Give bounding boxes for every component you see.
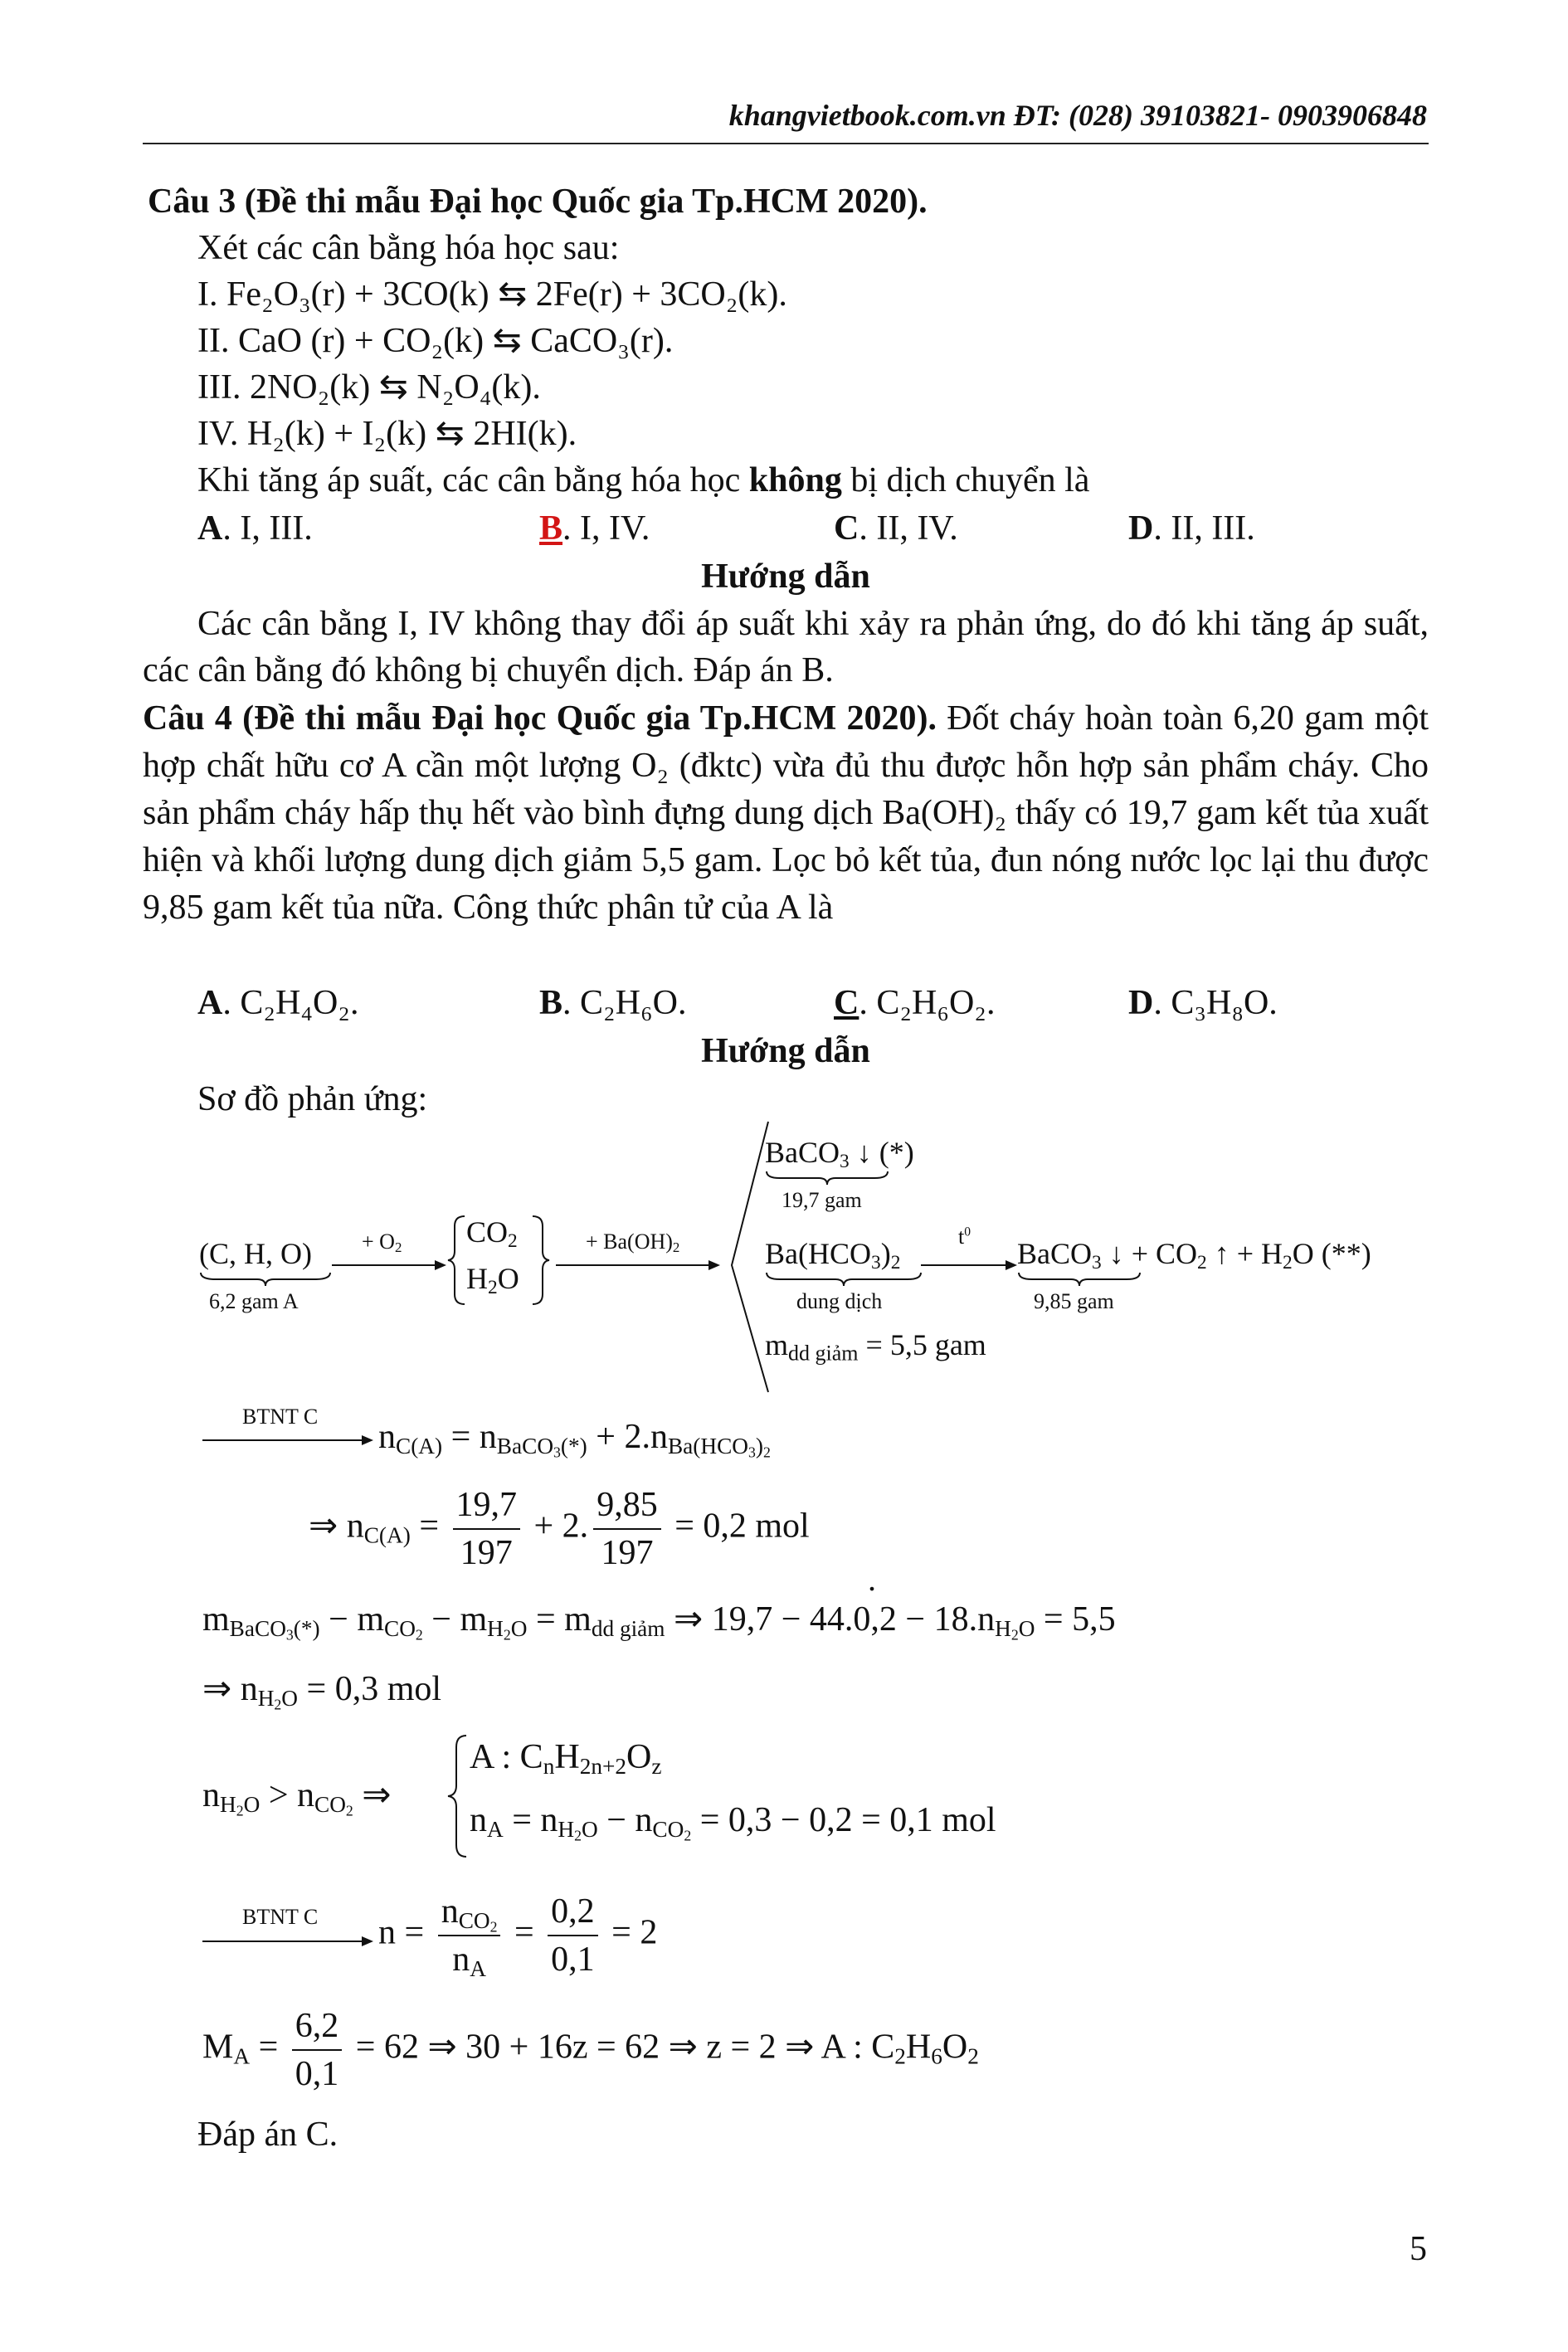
o2-label: + O	[362, 1230, 395, 1254]
q4-option-a[interactable]: A. C₂H₄O₂.	[197, 984, 359, 1022]
left-brace-products	[448, 1215, 466, 1306]
dot: .	[868, 1561, 876, 1598]
bicarb-note: dung dịch	[796, 1289, 883, 1313]
q3-intro: Xét các cân bằng hóa học sau:	[197, 229, 620, 267]
q4-option-c[interactable]: C. C₂H₆O₂.	[834, 984, 996, 1022]
q4-option-d[interactable]: D. C₃H₈O.	[1128, 984, 1278, 1022]
heat-label: $t^0$	[958, 1225, 971, 1249]
btnt-label-2: BTNT C	[242, 1905, 319, 1929]
q4-guide-heading: Hướng dẫn	[701, 1032, 870, 1070]
right-brace-products	[531, 1215, 549, 1306]
btnt-arrow-1	[202, 1432, 377, 1449]
q3-question: Khi tăng áp suất, các cân bằng hóa học không bị dịch chuyển là	[197, 461, 1090, 499]
bicarbonate: $Ba(HCO_3)_2$	[765, 1237, 901, 1273]
big-branch-bracket	[728, 1120, 770, 1394]
q3-option-d[interactable]: D. II, III.	[1128, 509, 1255, 548]
mass-decrease: $m_{dd giảm} = 5,5$ gam	[765, 1328, 986, 1366]
molar-mass: $M_A$ = $\frac{6,2}{0,1}$ = 62 ⇒ 30 + 16z = 62 ⇒ z = 2 ⇒ A : $C_2H_6O_2$	[202, 2003, 979, 2097]
q4-answer: Đáp án C.	[197, 2116, 338, 2154]
bicarb-underbrace	[765, 1271, 923, 1288]
btnt-arrow-2	[202, 1933, 377, 1950]
q4-statement: Câu 4 (Đề thi mẫu Đại học Quốc gia Tp.HCM 2020). Đốt cháy hoàn toàn 6,20 gam một hợp chất hữu cơ A cần một lượng O₂ (đktc) vừa đủ thu được hỗn hợp sản phẩm cháy. Cho sản phẩm cháy hấp thụ hết vào bình đựng dung dịch Ba(OH)₂ thấy có 19,7 gam kết tủa xuất hiện và khối lượng dung dịch giảm 5,5 gam. Lọc bỏ kết tủa, đun nóng nước lọc lại thu được 9,85 gam kết tủa nữa. Công thức phân tử của A là	[143, 699, 1429, 927]
q3-equation-1: I. Fe₂O₃(r) + 3CO(k) ⇆ 2Fe(r) + 3CO₂(k).	[197, 275, 787, 314]
decomposition-products: BaCO$_3$ ↓ + $CO_2$ ↑ + $H_2O$ (**)	[1017, 1237, 1371, 1273]
page-header: khangvietbook.com.vn ĐT: (028) 39103821- 0903906848	[728, 99, 1427, 132]
carbon-calc: ⇒ $n_{C(A)}$ = $\frac{19,7}{197}$ + 2. $\frac{9,85}{197}$ = 0,2 mol	[309, 1482, 810, 1576]
arrow-baoh	[556, 1257, 722, 1273]
q3-equation-2: II. CaO (r) + CO₂(k) ⇆ CaCO₃(r).	[197, 322, 674, 360]
q3-guide-heading: Hướng dẫn	[701, 558, 870, 596]
q3-title: Câu 3 (Đề thi mẫu Đại học Quốc gia Tp.HCM 2020).	[148, 183, 928, 221]
arrow-heat	[921, 1257, 1019, 1273]
arrow-o2	[332, 1257, 448, 1273]
system-brace	[448, 1734, 468, 1858]
decomp-note: 9,85 gam	[1034, 1289, 1114, 1313]
arrow-baoh-label: + $Ba(OH)_2$	[586, 1230, 680, 1256]
q3-answer: Các cân bằng I, IV không thay đổi áp suất khi xảy ra phản ứng, do đó khi tăng áp suất, các cân bằng đó không bị chuyển dịch. Đáp án B.	[143, 605, 1429, 689]
q4-option-b[interactable]: B. C₂H₆O.	[539, 984, 687, 1022]
water-moles: ⇒ $n_{H_2O} = 0,3$ mol	[202, 1670, 442, 1713]
formula-a: A : $C_nH_{2n+2}O_z$	[470, 1738, 662, 1779]
q3-equation-3: III. 2NO₂(k) ⇆ N₂O₄(k).	[197, 368, 541, 407]
ppt-note: 19,7 gam	[782, 1188, 862, 1212]
ppt-baco3: BaCO$_3$ ↓ (*)	[765, 1136, 914, 1172]
comparison: $n_{H_2O} > n_{CO_2}$ ⇒	[202, 1776, 392, 1819]
carbon-balance-eq: $n_{C(A)} = n_{BaCO_3(*)} + 2.n_{Ba(HCO_3)_2}$	[378, 1418, 771, 1461]
q3-option-a[interactable]: A. I, III.	[197, 509, 313, 548]
page-number: 5	[1410, 2230, 1427, 2268]
q3-equation-4: IV. H₂(k) + I₂(k) ⇆ 2HI(k).	[197, 415, 577, 453]
scheme-reactant: (C, H, O)	[199, 1237, 312, 1270]
q3-option-c[interactable]: C. II, IV.	[834, 509, 958, 548]
mass-balance-eq: $m_{BaCO_3(*)} - m_{CO_2} - m_{H_2O} = m_{dd giảm}$ ⇒ $19,7 - 44.0,2 - 18.n_{H_2O} = 5,5$	[202, 1600, 1116, 1643]
reactant-note: 6,2 gam A	[209, 1289, 299, 1313]
header-rule	[143, 143, 1429, 144]
reactant-underbrace	[199, 1271, 332, 1288]
product-h2o: $H_2O$	[466, 1262, 519, 1298]
ppt-underbrace	[765, 1170, 889, 1186]
product-co2: $CO_2$	[466, 1215, 518, 1252]
carbon-count: n = $\frac{n_{CO_2}}{n_A}$ = $\frac{0,2}{0,1}$ = 2	[378, 1888, 657, 1983]
q3-option-b[interactable]: B. I, IV.	[539, 509, 650, 548]
moles-a: $n_A = n_{H_2O} - n_{CO_2} = 0,3 - 0,2 = 0,1$ mol	[470, 1801, 996, 1844]
scheme-label: Sơ đồ phản ứng:	[197, 1080, 428, 1118]
arrow-o2-label: + $O_2$	[362, 1230, 402, 1256]
btnt-label-1: BTNT C	[242, 1405, 319, 1429]
decomp-underbrace	[1017, 1271, 1142, 1288]
